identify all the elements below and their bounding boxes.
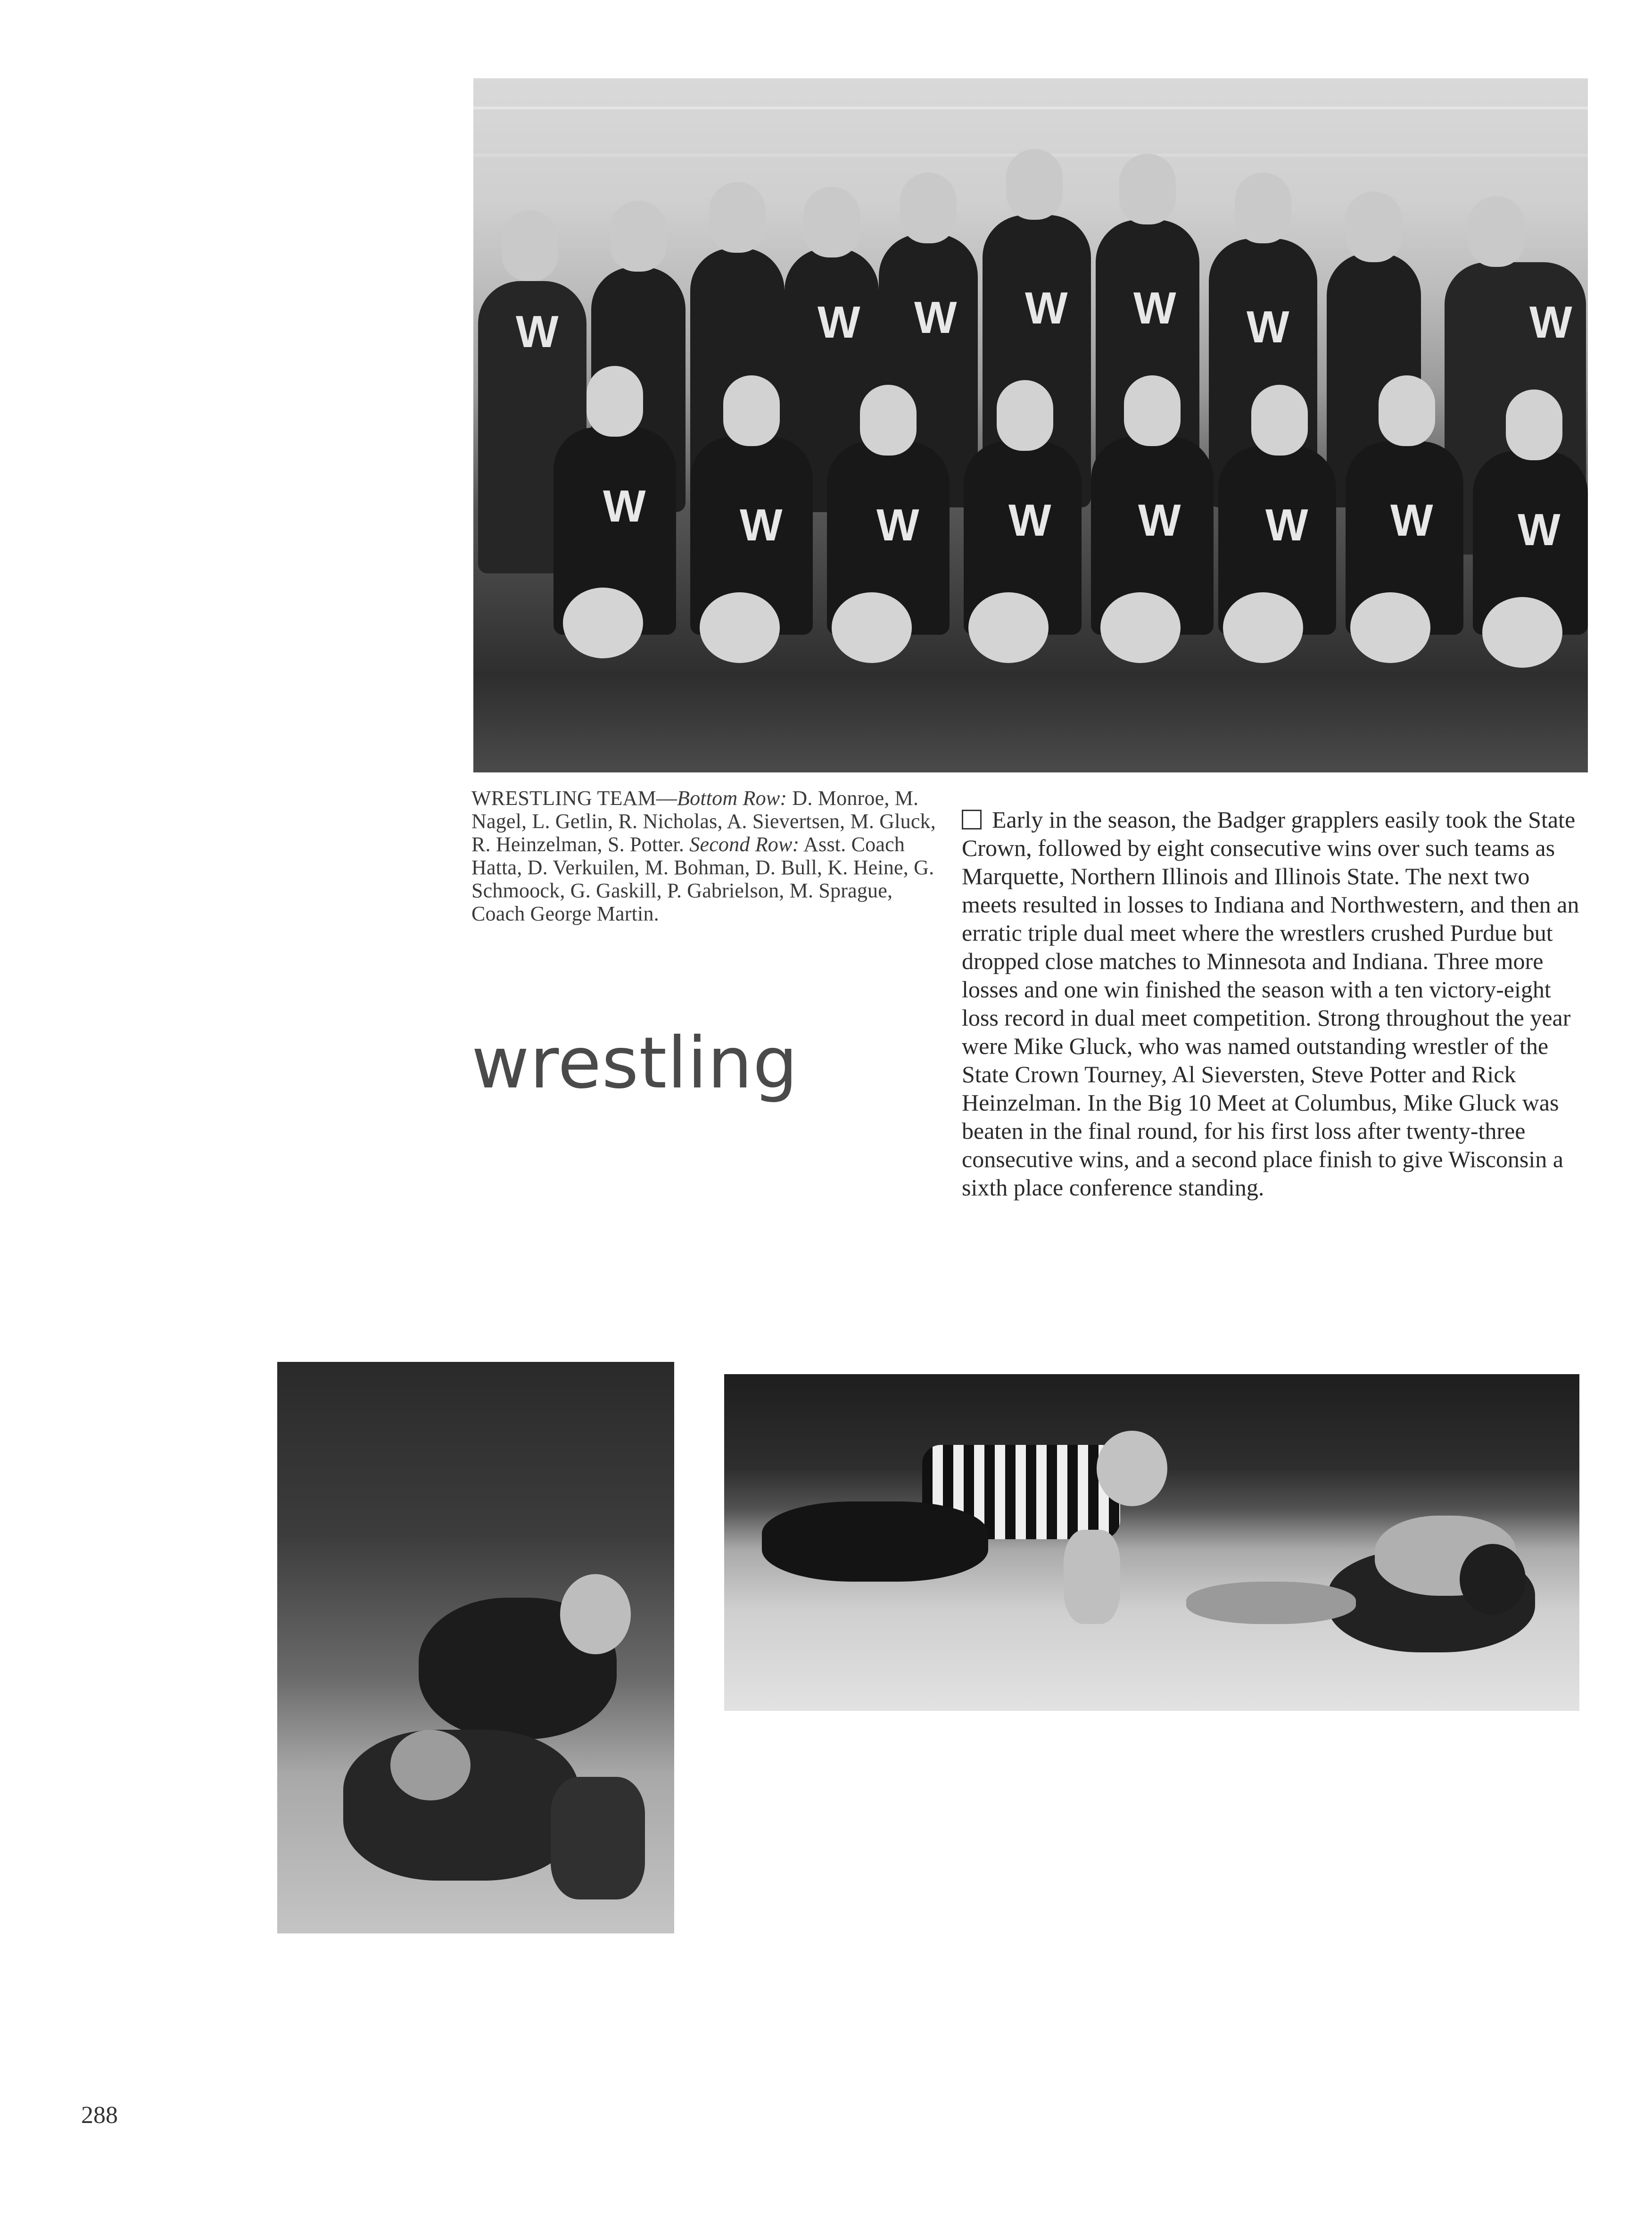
referee-head	[1097, 1431, 1167, 1506]
square-box-icon	[962, 810, 982, 829]
jersey-letter: W	[1008, 495, 1051, 546]
player-head	[1006, 149, 1063, 220]
player-head	[610, 201, 667, 272]
wrestler-leg	[1186, 1582, 1356, 1624]
knee	[968, 592, 1049, 663]
jersey-letter: W	[603, 481, 646, 531]
caption-row1-names: D. Monroe, M. Nagel, L. Getlin, R. Nicholas, A. Sievertsen, M. Gluck, R. Heinzelman, S. Potter.	[471, 787, 936, 856]
jersey-letter: W	[740, 500, 783, 550]
player-head	[1506, 390, 1562, 460]
player-head	[1124, 375, 1181, 446]
jersey-letter: W	[876, 500, 919, 550]
jersey-letter: W	[818, 297, 860, 348]
jersey-letter: W	[1265, 500, 1308, 550]
article-body	[962, 805, 1589, 1202]
team-photo-caption	[471, 787, 938, 925]
knee	[1100, 592, 1181, 663]
jersey-letter: W	[1138, 495, 1181, 546]
wrestling-action-photo-right	[724, 1374, 1579, 1711]
knee	[1350, 592, 1430, 663]
player-head	[1379, 375, 1435, 446]
section-title: wrestling	[471, 1022, 798, 1104]
player-head	[860, 385, 917, 456]
jersey-letter: W	[516, 307, 559, 357]
knee	[1482, 597, 1562, 668]
team-photo	[473, 78, 1588, 772]
player-head	[709, 182, 766, 253]
knee	[832, 592, 912, 663]
player-head	[1251, 385, 1308, 456]
player-head	[803, 187, 860, 257]
player-head	[900, 173, 957, 243]
referee-legs	[762, 1501, 988, 1582]
player-head	[1235, 173, 1291, 243]
wrestler-leg	[551, 1777, 645, 1899]
wrestler-head	[560, 1574, 631, 1654]
jersey-letter: W	[1529, 297, 1572, 348]
player-head	[502, 210, 558, 281]
jersey-letter: W	[1025, 283, 1068, 333]
caption-lead: WRESTLING TEAM—	[471, 787, 677, 810]
knee	[1223, 592, 1303, 663]
wrestling-action-photo-left	[277, 1362, 674, 1933]
wall-trim	[473, 107, 1588, 109]
caption-row2-label: Second Row:	[689, 833, 800, 856]
jersey-letter: W	[1390, 495, 1433, 546]
page-number: 288	[81, 2102, 118, 2129]
knee	[700, 592, 780, 663]
caption-row1-label: Bottom Row:	[677, 787, 787, 810]
jersey-letter: W	[1247, 302, 1289, 352]
jersey-letter: W	[1133, 283, 1176, 333]
referee-arm	[1064, 1530, 1120, 1624]
jersey-letter: W	[1518, 505, 1561, 555]
player-head	[997, 380, 1053, 451]
player-head	[723, 375, 780, 446]
player-head	[1119, 154, 1176, 224]
caption-row2-names: Asst. Coach Hatta, D. Verkuilen, M. Bohman, D. Bull, K. Heine, G. Schmoock, G. Gaskill, P. Gabrielson, M. Sprague, Coach George Martin.	[471, 833, 934, 925]
knee	[563, 588, 643, 658]
player-head	[1468, 196, 1525, 267]
article-paragraph: Early in the season, the Badger grapplers easily took the State Crown, followed by eight consecutive wins over such teams as Marquette, Northern Illinois and Illinois State. The next two meets resulted in losses to Indiana and Northwestern, and then an erratic triple dual meet where the wrestlers crushed Purdue but dropped close matches to Minnesota and Indiana. Three more losses and one win finished the season with a ten victory-eight loss record in dual meet competition. Strong throughout the year were Mike Gluck, who was named outstanding wrestler of the State Crown Tourney, Al Sieversten, Steve Potter and Rick Heinzelman. In the Big 10 Meet at Columbus, Mike Gluck was beaten in the final round, for his first loss after twenty-three consecutive wins, and a second place finish to give Wisconsin a sixth place conference standing.	[962, 806, 1579, 1201]
wrestler-head	[1460, 1544, 1526, 1615]
jersey-letter: W	[914, 292, 957, 343]
wrestler-head	[390, 1730, 471, 1800]
player-head	[1346, 191, 1402, 262]
player-head	[586, 366, 643, 437]
